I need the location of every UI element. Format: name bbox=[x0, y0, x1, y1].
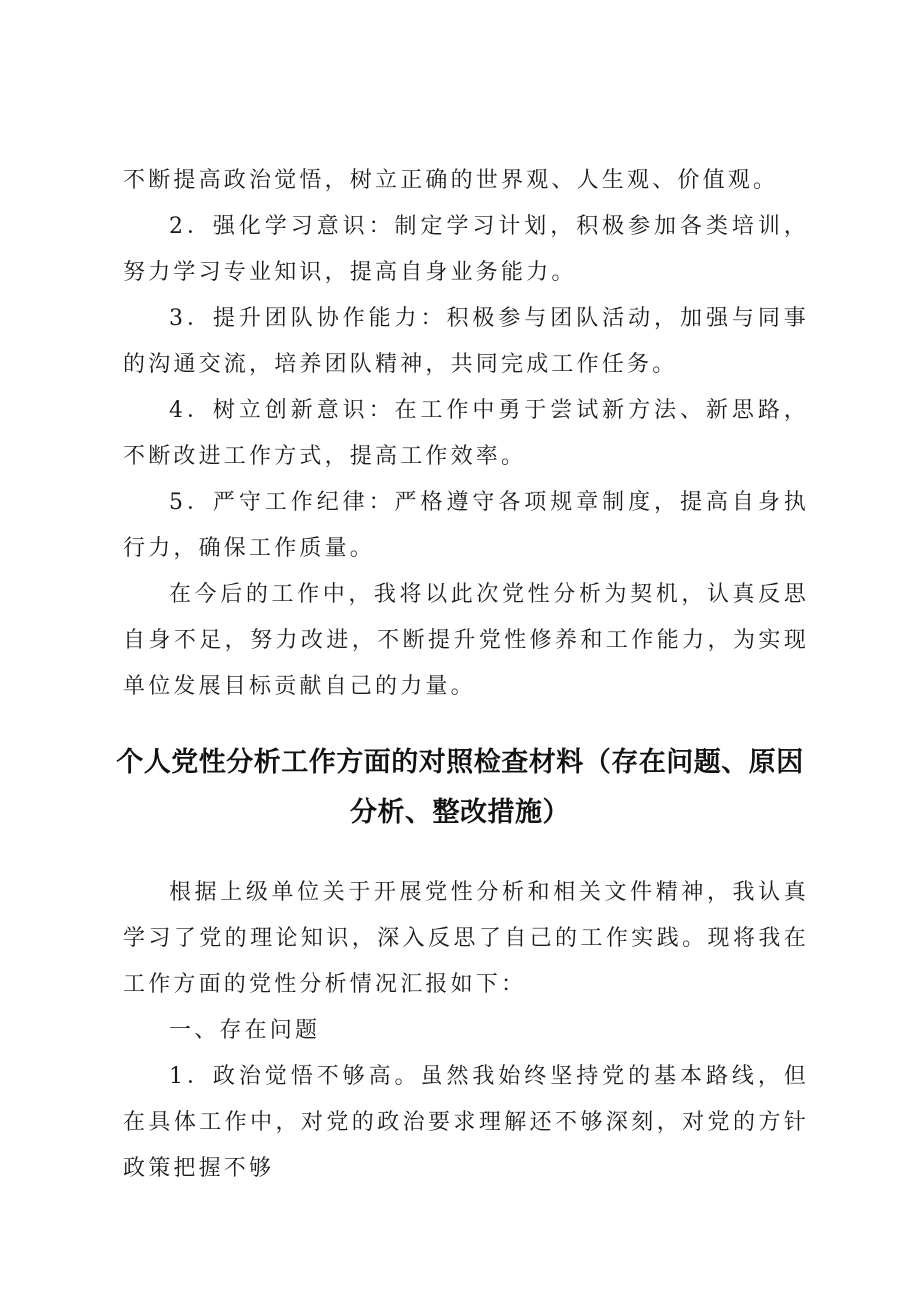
section-heading-problems: 一、存在问题 bbox=[169, 1018, 321, 1043]
paragraph-continuation: 不断提高政治觉悟，树立正确的世界观、人生观、价值观。 bbox=[123, 168, 779, 193]
intro-paragraph: 根据上级单位关于开展党性分析和相关文件精神，我认真学习了党的理论知识，深入反思了自己的工作实践。现将我在工作方面的党性分析情况汇报如下： bbox=[123, 880, 809, 997]
list-item-5: 5．严守工作纪律：严格遵守各项规章制度，提高自身执行力，确保工作质量。 bbox=[123, 490, 809, 561]
list-item-3: 3．提升团队协作能力：积极参与团队活动，加强与同事的沟通交流，培养团队精神，共同完成工作任务。 bbox=[123, 306, 809, 377]
closing-paragraph: 在今后的工作中，我将以此次党性分析为契机，认真反思自身不足，努力改进，不断提升党性修养和工作能力，为实现单位发展目标贡献自己的力量。 bbox=[123, 582, 809, 699]
problem-item-1: 1．政治觉悟不够高。虽然我始终坚持党的基本路线，但在具体工作中，对党的政治要求理解还不够深刻，对党的方针政策把握不够 bbox=[123, 1064, 809, 1181]
document-title: 个人党性分析工作方面的对照检查材料（存在问题、原因分析、整改措施） bbox=[116, 747, 804, 828]
list-item-4: 4．树立创新意识：在工作中勇于尝试新方法、新思路，不断改进工作方式，提高工作效率。 bbox=[123, 398, 809, 469]
list-item-2: 2．强化学习意识：制定学习计划，积极参加各类培训，努力学习专业知识，提高自身业务能力。 bbox=[123, 214, 809, 285]
